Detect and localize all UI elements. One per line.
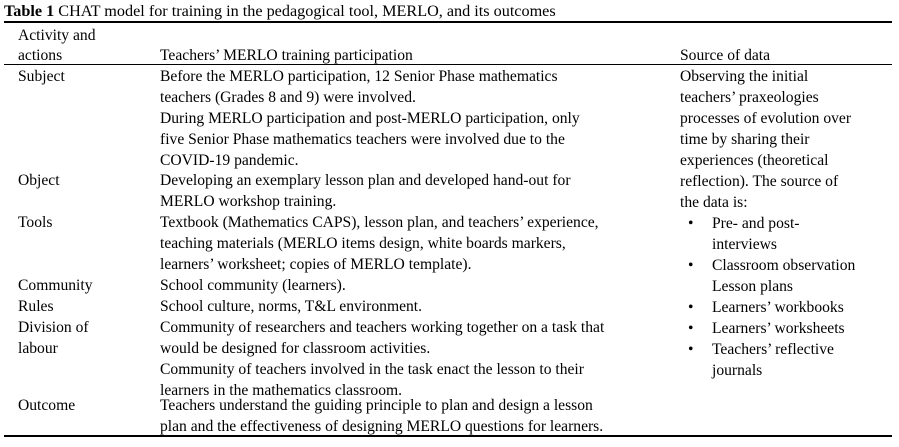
text-line: Outcome [18,397,76,414]
text-line: Learners’ worksheets [712,320,845,337]
source-list-item [680,318,855,339]
text-line: processes of evolution over [680,110,852,127]
text-line: plan and the effectiveness of designing MERLO questions for learners. [160,418,604,435]
text-line: Before the MERLO participation, 12 Senior Phase mathematics [160,68,558,85]
participation-cell [160,66,580,171]
text-line: Community of teachers involved in the task enact the lesson to their [160,361,584,378]
text-line: Object [18,172,60,189]
participation-cell [160,212,599,275]
text-line: teachers’ praxeologies [680,89,819,106]
header-line: actions [18,46,63,64]
text-line: reflection). The source of [680,173,839,190]
source-list-item [680,339,855,381]
source-list-item [680,213,855,255]
bottom-rule [4,435,892,437]
activity-cell [18,170,60,191]
header-participation: Teachers’ MERLO training participation [160,46,413,64]
text-line: learners in the mathematics classroom. [160,382,403,399]
activity-cell [18,395,75,416]
activity-cell [18,317,89,359]
participation-cell [160,296,422,317]
text-line: During MERLO participation and post-MERLO participation, only [160,110,580,127]
text-line: Tools [18,214,53,231]
table-caption [4,2,556,21]
text-line: would be designed for classroom activities. [160,340,431,357]
source-cell [680,66,855,381]
text-line: experiences (theoretical [680,152,829,169]
text-line: teaching materials (MERLO items design, white boards markers, [160,235,566,252]
text-line: Teachers understand the guiding principle to plan and design a lesson [160,397,593,414]
header-activity [18,26,96,65]
text-line: Community of researchers and teachers working together on a task that [160,319,605,336]
text-line: five Senior Phase mathematics teachers were involved due to the [160,131,565,148]
text-line: Observing the initial [680,68,809,85]
table-number: Table 1 [4,2,55,20]
text-line: Pre- and post- [712,215,800,232]
text-line: journals [712,362,763,379]
text-line: Subject [18,68,65,85]
header-rule [4,64,892,65]
source-list-item [680,297,855,318]
header-source: Source of data [680,46,771,64]
table-title: CHAT model for training in the pedagogical tool, MERLO, and its outcomes [58,2,556,20]
text-line: School culture, norms, T&L environment. [160,298,423,315]
text-line: Teachers’ reflective [712,341,834,358]
top-rule [4,21,892,23]
participation-cell [160,275,346,296]
activity-cell [18,275,93,296]
bullet-icon: • [688,215,694,232]
text-line: the data is: [680,194,748,211]
participation-cell [160,395,603,437]
text-line: Division of [18,319,89,336]
text-line: labour [18,340,58,357]
text-line: interviews [712,236,777,253]
text-line: Learners’ workbooks [712,299,844,316]
header-line: Activity and [18,27,96,44]
text-line: COVID-19 pandemic. [160,152,299,169]
text-line: School community (learners). [160,277,346,294]
text-line: Rules [18,298,54,315]
participation-cell [160,317,604,401]
activity-cell [18,212,52,233]
text-line: teachers (Grades 8 and 9) were involved. [160,89,416,106]
participation-cell [160,170,571,212]
bullet-icon: • [688,320,694,337]
activity-cell [18,296,54,317]
activity-cell [18,66,65,87]
source-list-item [680,255,855,297]
text-line: Community [18,277,93,294]
text-line: Classroom observation [712,257,856,274]
text-line: Developing an exemplary lesson plan and developed hand-out for [160,172,571,189]
text-line: Textbook (Mathematics CAPS), lesson plan, and teachers’ experience, [160,214,599,231]
text-line: Lesson plans [712,278,793,295]
text-line: learners’ worksheet; copies of MERLO template). [160,256,472,273]
bullet-icon: • [688,299,694,316]
text-line: time by sharing their [680,131,810,148]
bullet-icon: • [688,257,694,274]
bullet-icon: • [688,341,694,358]
text-line: MERLO workshop training. [160,193,337,210]
